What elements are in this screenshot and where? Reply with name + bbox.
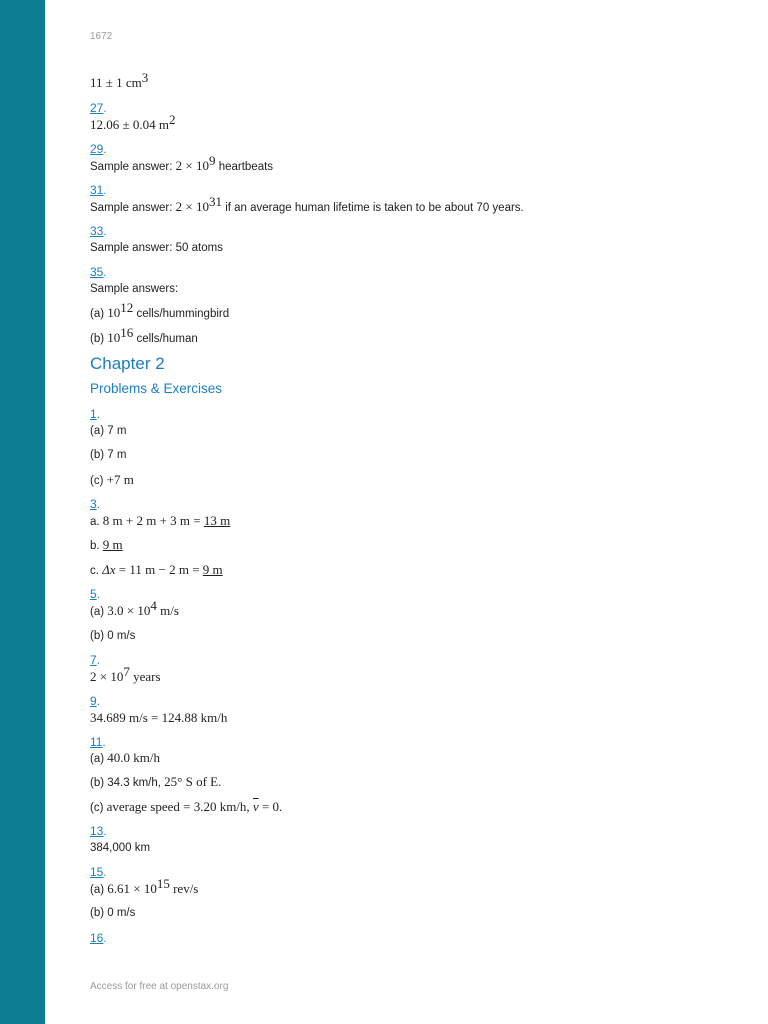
sidebar-band <box>0 0 45 1024</box>
answer-line: (c) average speed = 3.20 km/h, $\overline{v} = 0$. <box>90 799 283 814</box>
answer-line: 11 ± 1 $cm^3$ <box>90 70 149 90</box>
chapter-title: Chapter 2 <box>90 354 165 373</box>
problem-link-11[interactable]: 11. <box>90 735 106 749</box>
problem-link-27[interactable]: 27. <box>90 101 107 115</box>
answer-line: Sample answer: $2 \times 10^{31}$ if an average human lifetime is taken to be about 70 years. <box>90 194 524 214</box>
answer-line: 34.689 m/s = 124.88 km/h <box>90 710 228 725</box>
problem-link-16[interactable]: 16. <box>90 931 107 945</box>
answer-line: (a) $10^{12}$ cells/hummingbird <box>90 300 230 320</box>
answer-line: Sample answer: 50 atoms <box>90 242 223 254</box>
answer-line: (b) 7 m <box>90 449 127 461</box>
answer-line: 12.06 ± 0.04 $m^2$ <box>90 112 176 132</box>
problem-link-15[interactable]: 15. <box>90 865 107 879</box>
page-number: 1672 <box>90 31 113 42</box>
problem-link-5[interactable]: 5. <box>90 587 100 601</box>
problem-link-35[interactable]: 35. <box>90 265 107 279</box>
answer-line: (b) 0 m/s <box>90 907 136 919</box>
answer-line: (a) 7 m <box>90 425 127 437</box>
answer-line: Sample answers: <box>90 283 179 295</box>
answer-line: $2 \times 10^7$ years <box>90 664 161 684</box>
problem-link-33[interactable]: 33. <box>90 224 107 238</box>
answer-line: (c) +7 m <box>90 472 134 487</box>
problem-link-1[interactable]: 1. <box>90 407 100 421</box>
answer-line: (a) 40.0 km/h <box>90 750 160 765</box>
answer-line: (a) $3.0 \times 10^4$ m/s <box>90 598 179 618</box>
answer-line: b. 9 m <box>90 537 123 552</box>
problem-link-3[interactable]: 3. <box>90 497 100 511</box>
problem-link-7[interactable]: 7. <box>90 653 100 667</box>
problem-link-29[interactable]: 29. <box>90 142 107 156</box>
problem-link-31[interactable]: 31. <box>90 183 107 197</box>
answer-line: (b) 34.3 km/h, 25° S of E. <box>90 774 222 789</box>
footer-text: Access for free at openstax.org <box>90 981 229 992</box>
answer-line: Sample answer: $2 \times 10^9$ heartbeats <box>90 153 274 173</box>
answer-line: (b) $10^{16}$ cells/human <box>90 325 198 345</box>
answer-line: c. Δx = 11 m − 2 m = 9 m <box>90 562 223 577</box>
problem-link-9[interactable]: 9. <box>90 694 100 708</box>
answer-line: (b) 0 m/s <box>90 630 136 642</box>
problem-link-13[interactable]: 13. <box>90 824 107 838</box>
answer-line: (a) $6.61 \times 10^{15}$ rev/s <box>90 876 199 896</box>
section-title: Problems & Exercises <box>90 381 223 396</box>
answer-line: 384,000 km <box>90 842 151 854</box>
answer-line: a. 8 m + 2 m + 3 m = 13 m <box>90 513 231 528</box>
